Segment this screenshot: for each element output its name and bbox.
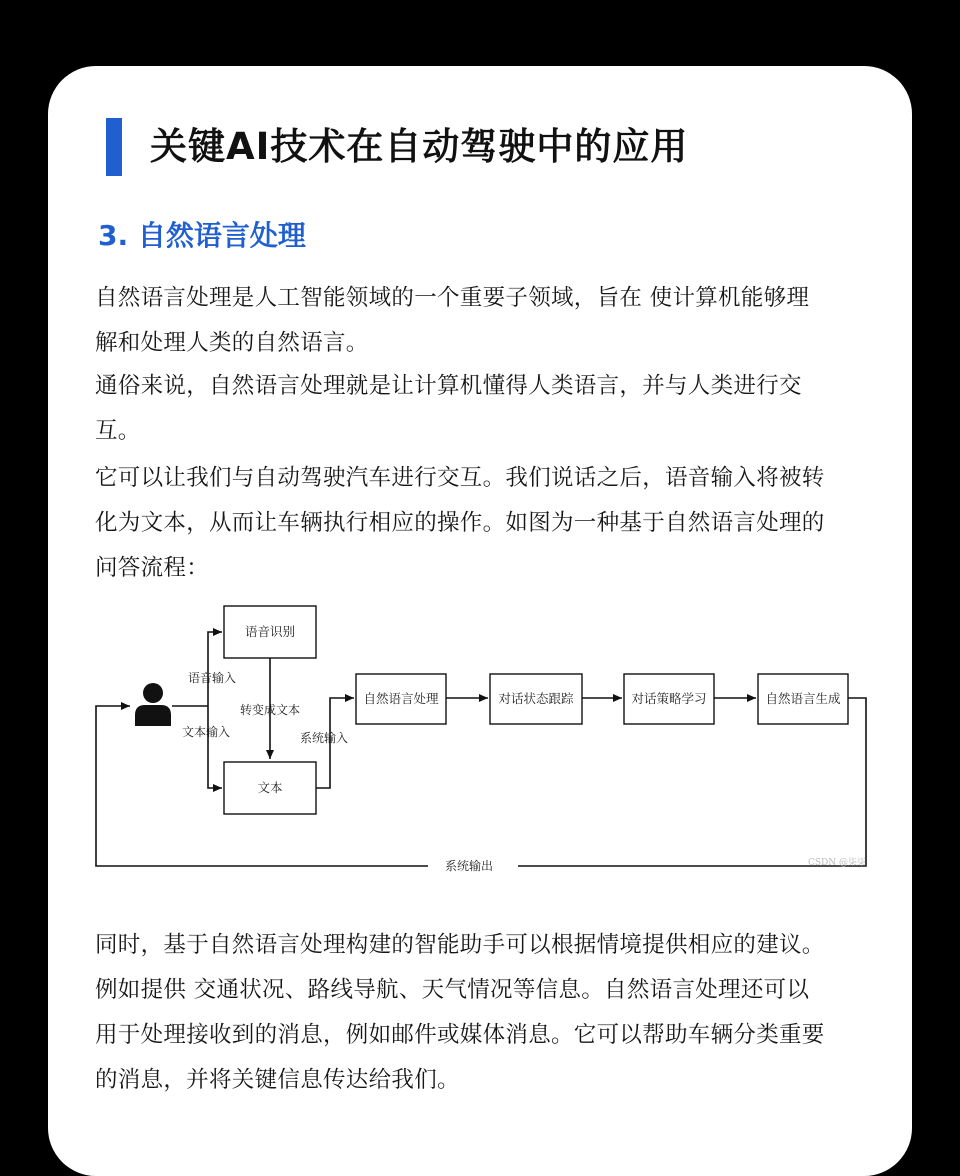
paragraph-closing <box>95 923 895 1103</box>
text-line: 它可以让我们与自动驾驶汽车进行交互。我们说话之后，语音输入将被转 <box>95 465 825 491</box>
edge-label-system-output: 系统输出 <box>445 859 494 873</box>
node-dialog-policy-learning: 对话策略学习 <box>631 691 707 706</box>
node-nlp: 自然语言处理 <box>363 691 439 706</box>
section-title: 3. 自然语言处理 <box>98 219 306 252</box>
text-line: 的消息，并将关键信息传达给我们。 <box>95 1067 460 1093</box>
user-icon <box>135 683 171 726</box>
edge-label-system-input: 系统输入 <box>300 731 349 745</box>
node-text: 文本 <box>257 780 283 795</box>
text-line: 用于处理接收到的消息，例如邮件或媒体消息。它可以帮助车辆分类重要 <box>95 1022 825 1048</box>
content-card <box>48 66 912 1176</box>
node-dialog-state-tracking: 对话状态跟踪 <box>498 691 574 706</box>
text-line: 互。 <box>95 418 141 444</box>
text-line: 同时，基于自然语言处理构建的智能助手可以根据情境提供相应的建议。 <box>95 932 825 958</box>
watermark: CSDN @柒柒 <box>808 858 867 868</box>
page-title: 关键AI技术在自动驾驶中的应用 <box>150 125 689 168</box>
text-line: 例如提供 交通状况、路线导航、天气情况等信息。自然语言处理还可以 <box>95 977 810 1003</box>
text-input-arrow <box>208 706 222 788</box>
voice-input-arrow <box>208 632 222 706</box>
text-line: 解和处理人类的自然语言。 <box>95 330 369 356</box>
text-line: 化为文本，从而让车辆执行相应的操作。如图为一种基于自然语言处理的 <box>95 510 825 536</box>
text-line: 问答流程： <box>95 555 210 581</box>
edge-label-voice-input: 语音输入 <box>188 671 237 685</box>
text-line: 通俗来说，自然语言处理就是让计算机懂得人类语言，并与人类进行交 <box>95 373 802 399</box>
node-speech-recognition: 语音识别 <box>244 624 296 639</box>
edge-label-text-input: 文本输入 <box>182 725 231 739</box>
edge-label-convert: 转变成文本 <box>240 703 301 717</box>
text-line: 自然语言处理是人工智能领域的一个重要子领域，旨在 使计算机能够理 <box>95 285 810 311</box>
node-nlg: 自然语言生成 <box>765 691 841 706</box>
nlp-flow-diagram <box>48 66 912 886</box>
